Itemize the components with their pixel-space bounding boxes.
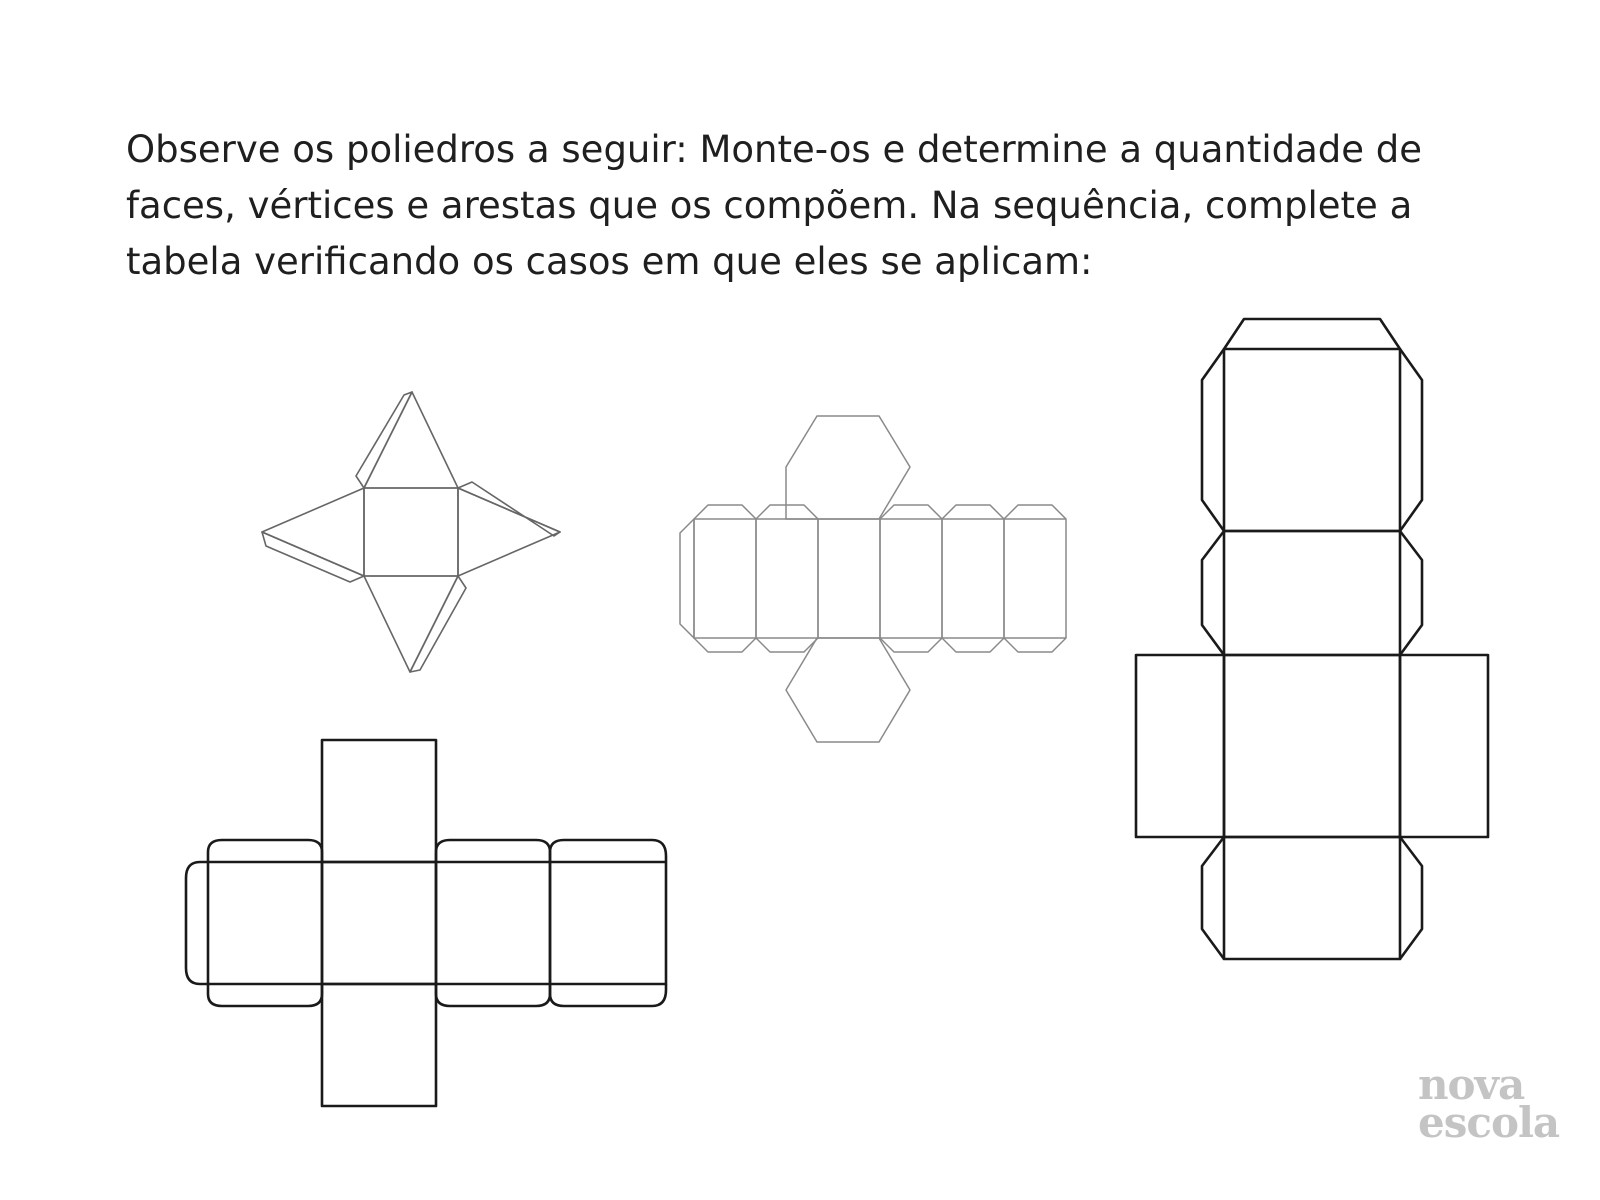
prism-tab-bottom-left bbox=[1202, 837, 1224, 959]
prompt-line-3: tabela verificando os casos em que eles se aplicam: bbox=[126, 240, 1093, 283]
prism-face-bottom bbox=[1224, 837, 1400, 959]
logo-line-2: escola bbox=[1418, 1098, 1560, 1147]
prompt-line-1: Observe os poliedros a seguir: Monte-os e determine a quantidade de bbox=[126, 128, 1423, 171]
prism-face-upper bbox=[1224, 531, 1400, 655]
prism-tab-upper-right bbox=[1400, 531, 1422, 655]
prism-tab-top-left bbox=[1202, 349, 1224, 531]
prism-face-right bbox=[1400, 655, 1488, 837]
prism-face-left bbox=[1136, 655, 1224, 837]
prism-tab-bottom-right bbox=[1400, 837, 1422, 959]
logo-line-1: nova bbox=[1418, 1060, 1525, 1109]
prompt-line-2: faces, vértices e arestas que os compõem. Na sequência, complete a bbox=[126, 184, 1413, 227]
prism-face-top bbox=[1224, 349, 1400, 531]
prism-face-center bbox=[1224, 655, 1400, 837]
prism-tab-top-right bbox=[1400, 349, 1422, 531]
prism-tab-upper-left bbox=[1202, 531, 1224, 655]
prism-tab-top bbox=[1224, 319, 1400, 349]
nova-escola-logo bbox=[1418, 1060, 1568, 1147]
